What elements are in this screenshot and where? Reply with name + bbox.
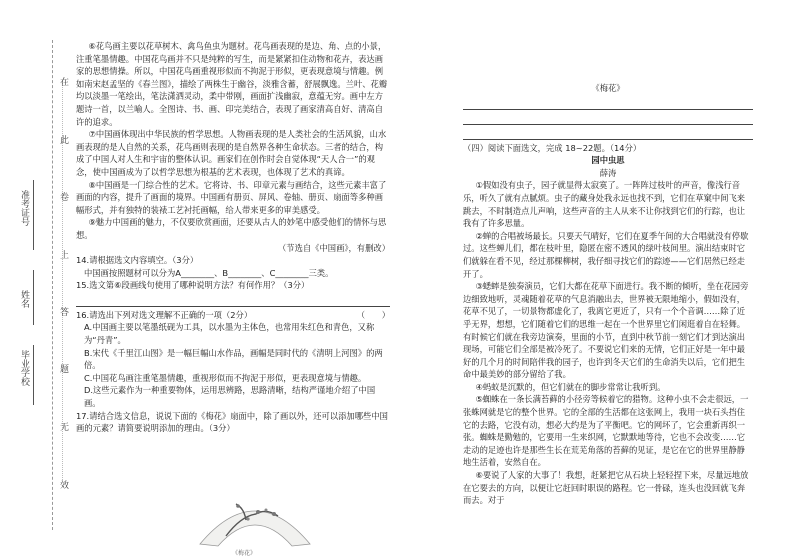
question-14: 14.请根据选文内容填空。（3分） bbox=[76, 255, 199, 266]
margin-char: 上 bbox=[60, 251, 70, 261]
margin-char: 卷 bbox=[60, 193, 70, 203]
exam-number-label: 准考证号 bbox=[19, 190, 29, 226]
margin-char: 效 bbox=[60, 481, 70, 491]
option-16a: A.中国画主要以笔墨纸砚为工具，以水墨为主体色，也常用朱红色和青色，又称为“丹青”。 bbox=[84, 322, 375, 346]
essay-author: 薛涛 bbox=[599, 167, 617, 178]
essay-paragraph-6: ⑥要说了人家的大事了！我想，赶紧把它从石块上轻轻捏下来，尽量远地放在它要去的方向，以便让它赶回时职误的路程。它一骨碌，连头也没回就飞奔而去。对于 bbox=[463, 470, 749, 506]
binding-margin bbox=[0, 0, 72, 560]
source-note: （节选自《中国画》，有删改） bbox=[277, 242, 390, 253]
paragraph-7: ⑦中国画体现出中华民族的哲学思想。人物画表现的是人类社会的生活风貌，山水画表现的是人自然的关系，花鸟画则表现的是自然界各种生命状态。三者的结合，构成了中国人对人生和宇宙的整体认识。画家们在创作时会自觉体现“天人合一”的观念，使中国画成为了以哲学思想为根基的艺术表现，也体现了艺术的真谛。 bbox=[76, 129, 387, 177]
answer-line-17c[interactable] bbox=[463, 127, 753, 140]
paragraph-6: ⑥花鸟画主要以花草树木、禽鸟鱼虫为题材。花鸟画表现的是边、角、点的小景，注重笔墨情趣。中国花鸟画并不只是纯粹的写生，而是紧紧扣住动物和花卉，表达画家的思想情操。所以，中国花鸟画重视形似而不拘泥于形似，更表现意境与情趣。例如南宋赵孟坚的《春兰图》，描绘了两株生于幽谷，淡雅含蓄，舒展飘逸。兰叶、花瓣均以淡墨一笔绘出，笔法潇洒灵动，柔中带刚，画面扩浅幽寂，意蕴无穷。画中左方题诗一首，以兰喻人。全图诗、书、画、印完美结合，表现了画家清高自好、清高自许的追求。 bbox=[76, 41, 388, 127]
option-16c: C.中国花鸟画注重笔墨情趣，重视形似而不拘泥于形似，更表现意境与情趣。 bbox=[84, 372, 367, 383]
answer-line-15[interactable] bbox=[76, 294, 390, 307]
margin-char: 无 bbox=[60, 423, 70, 433]
margin-char: 在 bbox=[60, 78, 70, 88]
essay-paragraph-4: ④蚂蚁是沉默的，但它们就在的脚步常常让我听到。 bbox=[475, 381, 666, 392]
name-field[interactable] bbox=[33, 270, 34, 325]
binding-line bbox=[52, 40, 53, 530]
essay-paragraph-5: ⑤蜘蛛在一条长满苔藓的小径旁等候着它的猎物。这种小虫不会走很远，一张蛛网就是它的整个世界。它的全部的生活都在这张网上，我用一块石头挡住它的去路，它没有动，想必大约是为了平衡吧。它的网坏了，它会重新再织一张。蜘蛛是勤勉的，它要用一生来织网，它默默地等待，它也不会改变……它走动的足迹也许是那些生长在荒芜角落的苔藓的见证，是它在它的世界里静静地生活着，安然自在。 bbox=[463, 394, 749, 468]
essay-title: 园中虫思 bbox=[591, 155, 625, 166]
question-16: 16.请选出下列对选文理解不正确的一项（2分） （ ） bbox=[76, 309, 390, 320]
essay-paragraph-1: ①假如没有虫子，园子就显得太寂寞了。一阵阵过枝叶的声音，像浅行音乐，听久了就有点腻烦。虫子的藏身处我永远也找不到，它们在草窠中间飞来跳去，不时制造点儿声响，这些声音的主人从来不让你找到它们的行踪，也让我有了许多思量。 bbox=[463, 180, 746, 229]
option-16b: B.宋代《千里江山图》是一幅巨幅山水作品，画幅是同时代的《清明上河图》的两倍。 bbox=[84, 347, 383, 371]
question-17: 17.请结合选文信息，说说下面的《梅花》扇面中，除了画以外，还可以添加哪些中国画的元素？请简要说明添加的理由。（3分） bbox=[76, 410, 388, 434]
margin-char: 题 bbox=[60, 365, 70, 375]
school-label: 毕业学校 bbox=[19, 350, 29, 386]
exam-number-field[interactable] bbox=[33, 180, 34, 250]
section-heading: （四）阅读下面选文，完成 18~22题。（14分） bbox=[463, 142, 642, 153]
paragraph-8: ⑧中国画是一门综合性的艺术。它将诗、书、印章元素与画结合，这些元素丰富了画面的内容，提升了画面的境界。中国画有册页、屏风、卷轴、册页、扇面等多种画幅形式，并有独特的装裱工艺衬托画幅，给人带来更多的审美感受。 bbox=[76, 179, 387, 215]
right-column bbox=[463, 40, 753, 507]
painting-caption: 《梅花》 bbox=[232, 550, 257, 557]
answer-line-17a[interactable] bbox=[463, 97, 753, 110]
margin-char: 答 bbox=[60, 308, 70, 318]
answer-paren-16[interactable]: （ ） bbox=[356, 309, 390, 320]
school-field[interactable] bbox=[33, 345, 34, 405]
margin-char: 此 bbox=[60, 136, 70, 146]
plum-blossom-fan-painting bbox=[196, 486, 314, 548]
option-16d: D.这些元素作为一种重要物体，运用思辨路，思路清晰，结构严谨地介绍了中国画。 bbox=[84, 385, 376, 409]
left-column bbox=[76, 40, 390, 435]
answer-line-17b[interactable] bbox=[463, 112, 753, 125]
name-label: 姓名 bbox=[19, 290, 29, 308]
question-14-blank: 中国画按照题材可以分为A________、B________、C________三类。 bbox=[84, 267, 334, 278]
fan-title: 《梅花》 bbox=[591, 83, 625, 93]
essay-paragraph-3: ③蟋蟀是独奏演员，它们大都在花草下面进行。我不断的倾听，坐在花园旁边细致地听，灵魂随着花草的气息消融出去，世界被无限地缩小，假如没有，花草不见了，一切景物都虚化了，我离它更近了，只有一个个音调……除了近乎无界，想想，它们随着它们的思维一起在一个世界里它们闲逛着自在轻舞。有时候它们就在我旁边演奏，里面的小节，直到中秋节前一刻它们才到达演出现场，可能它们全部是被冷死了。不要说它们来的无情，它们正好是一年中最好的几个月的时间陪伴我的园子，也许到冬天它们的生命消失以后，它们把生命中最美妙的部分留给了我。 bbox=[463, 281, 749, 380]
essay-paragraph-2: ②蝉的合唱被场最长。只要天气晴好，它们在夏季午间的大合唱就没有停歇过。这些蝉儿们，都在枝叶里，隐匿在密不透风的绿叶枝间里。演出结束时它们就躲在看不见，经过那棵柳树，我仔细寻找它们的踪迹——它们居然已经走开了。 bbox=[463, 230, 749, 279]
question-15: 15.选文第⑥段画线句使用了哪种说明方法？有何作用？（3分） bbox=[76, 280, 310, 291]
paragraph-9: ⑨魅力中国画的魅力，不仅要欣赏画面，还要从古人的妙笔中感受他们的情怀与思想。 bbox=[76, 217, 387, 240]
